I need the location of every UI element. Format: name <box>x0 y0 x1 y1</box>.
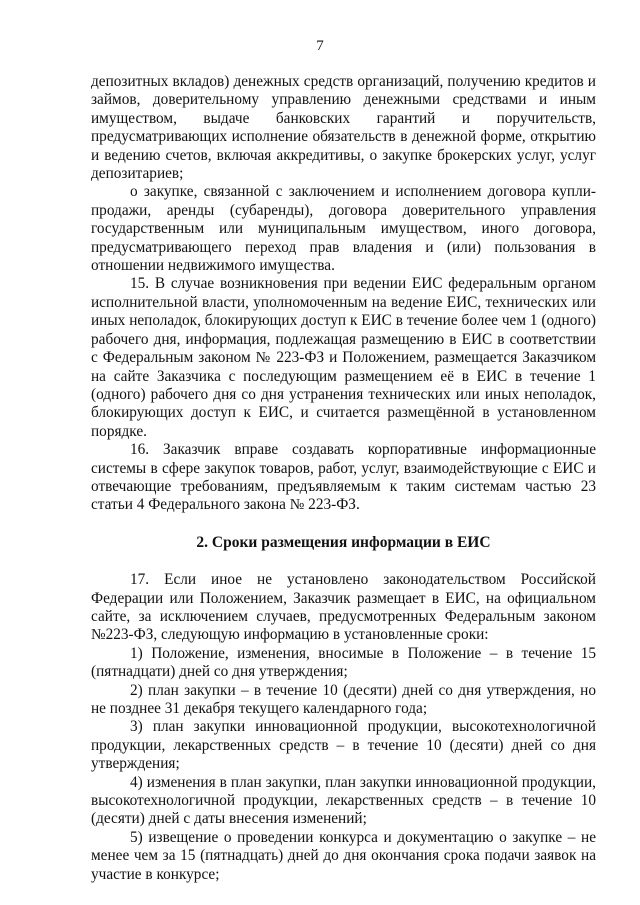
list-item-3: 3) план закупки инновационной продукции, высокотехнологичной продукции, лекарственных средств – в течение 10 (десяти) дней со дня утверждения; <box>91 718 596 773</box>
list-item-1: 1) Положение, изменения, вносимые в Положение – в течение 15 (пятнадцати) дней со дня утверждения; <box>91 644 596 681</box>
paragraph-deposits-continuation: депозитных вкладов) денежных средств организаций, получению кредитов и займов, доверительному управлению денежными средствами и иным имуществом, выдаче банковских гарантий и поручительств, предусматривающих исполнение обязательств в денежной форме, открытию и ведению счетов, включая аккредитивы, о закупке брокерских услуг, услуг депозитариев; <box>91 73 596 183</box>
document-body <box>91 73 596 884</box>
page-number: 7 <box>316 38 324 54</box>
paragraph-item-17: 17. Если иное не установлено законодательством Российской Федерации или Положением, Заказчик размещает в ЕИС, на официальном сайте, за исключением случаев, предусмотренных Федеральным законом №223-ФЗ, следующую информацию в установленные сроки: <box>91 571 596 644</box>
list-item-5: 5) извещение о проведении конкурса и документацию о закупке – не менее чем за 15 (пятнадцать) дней до дня окончания срока подачи заявок на участие в конкурсе; <box>91 828 596 883</box>
list-item-2: 2) план закупки – в течение 10 (десяти) дней со дня утверждения, но не позднее 31 декабря текущего календарного года; <box>91 681 596 717</box>
paragraph-item-16: 16. Заказчик вправе создавать корпоративные информационные системы в сфере закупок товаров, работ, услуг, взаимодействующие с ЕИС и отвечающие требованиям, предъявляемым к таким системам частью 23 статьи 4 Федерального закона № 223-ФЗ. <box>91 441 596 514</box>
paragraph-real-estate-purchase: о закупке, связанной с заключением и исполнением договора купли-продажи, аренды (субаренды), договора доверительного управления государственным или муниципальным имуществом, иного договора, предусматривающего переход прав владения и (или) пользования в отношении недвижимого имущества. <box>91 183 596 275</box>
list-item-4: 4) изменения в план закупки, план закупки инновационной продукции, высокотехнологичной продукции, лекарственных средств – в течение 10 (десяти) дней с даты внесения изменений; <box>91 773 596 828</box>
section-heading: 2. Сроки размещения информации в ЕИС <box>196 533 491 551</box>
paragraph-item-15: 15. В случае возникновения при ведении ЕИС федеральным органом исполнительной власти, уполномоченным на ведение ЕИС, технических или иных неполадок, блокирующих доступ к ЕИС в течение более чем 1 (одного) рабочего дня, информация, подлежащая размещению в ЕИС в соответствии с Федеральным законом № 223-ФЗ и Положением, размещается Заказчиком на сайте Заказчика с последующим размещением её в ЕИС в течение 1 (одного) рабочего дня со дня устранения технических или иных неполадок, блокирующих доступ к ЕИС, и считается размещённой в установленном порядке. <box>91 275 596 440</box>
